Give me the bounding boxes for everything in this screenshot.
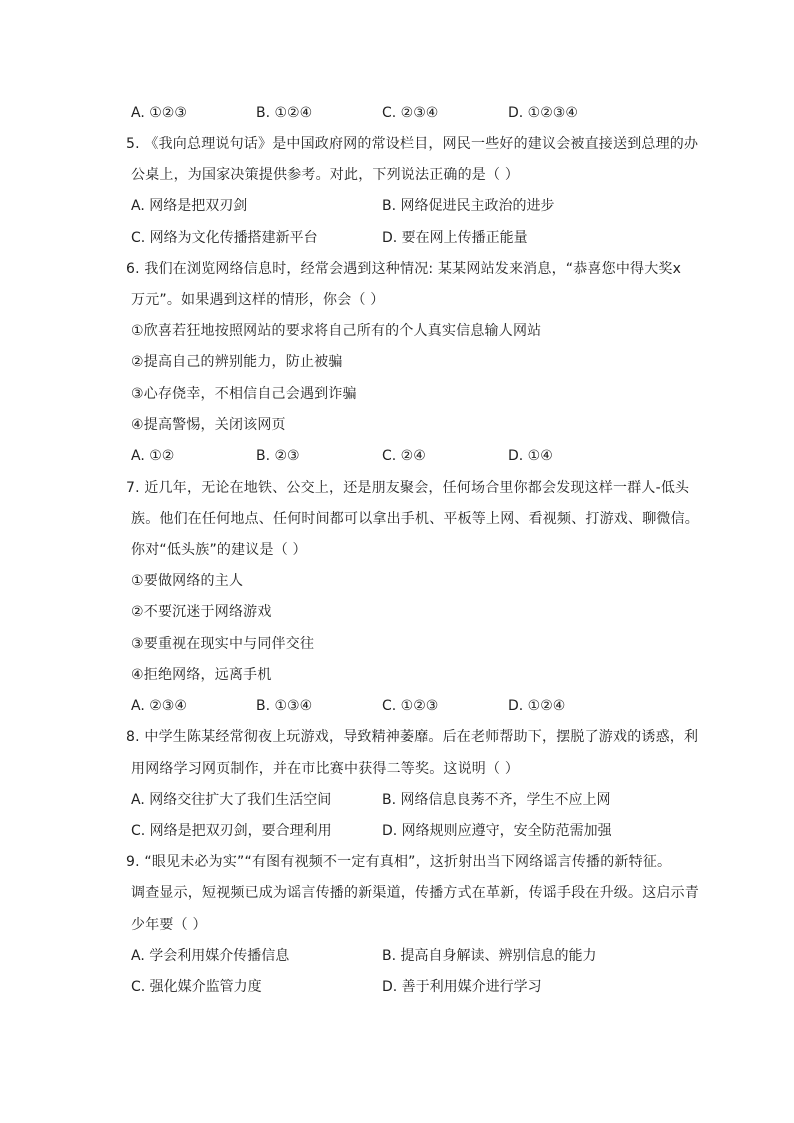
- q5-option-a: A. 网络是把双刃剑: [131, 198, 248, 214]
- q7-item-3: ③要重视在现实中与同伴交往: [131, 636, 315, 652]
- q9-stem-line-2: 调查显示，短视频已成为谣言传播的新渠道，传播方式在革新，传谣手段在升级。这启示青: [131, 885, 699, 901]
- q8-option-b: B. 网络信息良莠不齐，学生不应上网: [382, 792, 611, 808]
- q9-option-d: D. 善于利用媒介进行学习: [382, 979, 542, 995]
- q6-option-c: C. ②④: [382, 448, 426, 464]
- q9-option-b: B. 提高自身解读、辨别信息的能力: [382, 948, 597, 964]
- q7-item-4: ④拒绝网络，远离手机: [131, 667, 272, 683]
- q6-item-2: ②提高自己的辨别能力，防止被骗: [131, 354, 343, 370]
- q9-option-a: A. 学会利用媒介传播信息: [131, 948, 290, 964]
- q8-option-a: A. 网络交往扩大了我们生活空间: [131, 792, 332, 808]
- q9-stem-line-1: 9. “眼见未必为实”“有图有视频不一定有真相”，这折射出当下网络谣言传播的新特征。: [126, 854, 672, 870]
- q9-option-c: C. 强化媒介监管力度: [131, 979, 262, 995]
- q4-option-b: B. ①②④: [256, 105, 313, 121]
- q6-item-3: ③心存侥幸，不相信自己会遇到诈骗: [131, 386, 357, 402]
- q8-option-d: D. 网络规则应遵守，安全防范需加强: [382, 823, 612, 839]
- q5-option-c: C. 网络为文化传播搭建新平台: [131, 230, 318, 246]
- q5-stem-line-1: 5. 《我向总理说句话》是中国政府网的常设栏目，网民一些好的建议会被直接送到总理的办: [126, 136, 699, 152]
- q6-option-a: A. ①②: [131, 448, 175, 464]
- q8-option-c: C. 网络是把双刃剑，要合理利用: [131, 823, 332, 839]
- q6-option-b: B. ②③: [256, 448, 300, 464]
- q9-stem-line-3: 少年要（ ）: [131, 917, 207, 933]
- q6-item-1: ①欣喜若狂地按照网站的要求将自己所有的个人真实信息输人网站: [131, 323, 542, 339]
- q5-option-d: D. 要在网上传播正能量: [382, 230, 528, 246]
- q4-option-d: D. ①②③④: [508, 105, 578, 121]
- q7-option-c: C. ①②③: [382, 698, 439, 714]
- q7-stem-line-2: 族。他们在任何地点、任何时间都可以拿出手机、平板等上网、看视频、打游戏、聊微信。: [131, 511, 699, 527]
- q7-item-2: ②不要沉迷于网络游戏: [131, 604, 272, 620]
- q7-option-b: B. ①③④: [256, 698, 313, 714]
- q7-item-1: ①要做网络的主人: [131, 573, 244, 589]
- q4-option-a: A. ①②③: [131, 105, 187, 121]
- q6-stem-line-1: 6. 我们在浏览网络信息时，经常会遇到这种情况: 某某网站发来消息，“恭喜您中得大奖x: [126, 261, 682, 277]
- q5-option-b: B. 网络促进民主政治的进步: [382, 198, 555, 214]
- q6-item-4: ④提高警惕，关闭该网页: [131, 417, 286, 433]
- q5-stem-line-2: 公桌上，为国家决策提供参考。对此，下列说法正确的是（ ）: [131, 167, 520, 183]
- q7-stem-line-3: 你对“低头族”的建议是（ ）: [131, 542, 307, 558]
- q8-stem-line-1: 8. 中学生陈某经常彻夜上玩游戏，导致精神萎靡。后在老师帮助下，摆脱了游戏的诱惑，利: [126, 729, 699, 745]
- q7-option-a: A. ②③④: [131, 698, 187, 714]
- q7-option-d: D. ①②④: [508, 698, 566, 714]
- q6-stem-line-2: 万元”。如果遇到这样的情形，你会（ ）: [131, 292, 385, 308]
- q6-option-d: D. ①④: [508, 448, 553, 464]
- q4-option-c: C. ②③④: [382, 105, 439, 121]
- q8-stem-line-2: 用网络学习网页制作，并在市比赛中获得二等奖。这说明（ ）: [131, 761, 520, 777]
- q7-stem-line-1: 7. 近几年，无论在地铁、公交上，还是朋友聚会，任何场合里你都会发现这样一群人-低头: [126, 480, 690, 496]
